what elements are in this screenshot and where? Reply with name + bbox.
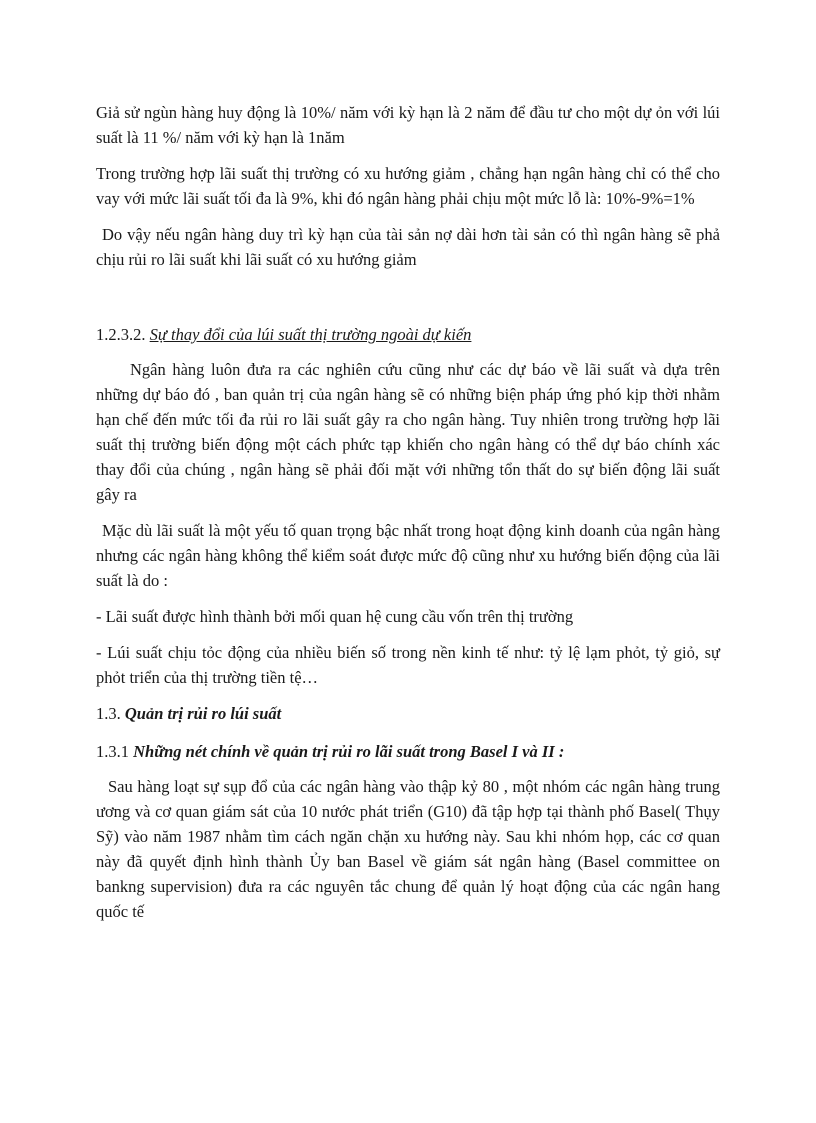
heading-1-2-3-2 <box>96 322 720 347</box>
heading-title: Sự thay đổi của lúi suất thị trường ngoài dự kiến <box>149 325 472 344</box>
paragraph-uncontrollable: Mặc dù lãi suất là một yếu tố quan trọng bậc nhất trong hoạt động kinh doanh của ngân hàng nhưng các ngân hàng không thể kiểm soát được mức độ cũng như xu hướng biến động của lãi suất là do : <box>96 521 720 590</box>
heading-title: Những nét chính về quản trị rủi ro lãi suất trong Basel I và II : <box>133 742 565 761</box>
list-item-economic-variables: - Lúi suất chịu tỏc động của nhiều biến số trong nền kinh tế như: tỷ lệ lạm phỏt, tỷ giỏ, sự phỏt triển của thị trường tiền tệ… <box>96 643 720 687</box>
heading-1-3-1 <box>96 739 720 764</box>
paragraph-maturity-risk: Do vậy nếu ngân hàng duy trì kỳ hạn của tài sản nợ dài hơn tài sản có thì ngân hàng sẽ phả chịu rủi ro lãi suất khi lãi suất có xu hướng giảm <box>96 225 720 269</box>
heading-1-3 <box>96 701 720 726</box>
list-item-supply-demand: - Lãi suất được hình thành bởi mối quan hệ cung cầu vốn trên thị trường <box>96 607 574 626</box>
heading-number: 1.3.1 <box>96 742 134 761</box>
paragraph-rate-decline: Trong trường hợp lãi suất thị trường có xu hướng giảm , chẳng hạn ngân hàng chỉ có thể cho vay với mức lãi suất tối đa là 9%, khi đó ngân hàng phải chịu một mức lỗ là: 10%-9%=1% <box>96 164 720 208</box>
heading-number: 1.3. <box>96 704 125 723</box>
paragraph-forecasting: Ngân hàng luôn đưa ra các nghiên cứu cũng như các dự báo về lãi suất và dựa trên những dự báo đó , ban quản trị của ngân hàng sẽ có những biện pháp ứng phó kịp thời nhằm hạn chế đến mức tối đa rủi ro lãi suất gây ra cho ngân hàng. Tuy nhiên trong trường hợp lãi suất thị trường biến động một cách phức tạp khiến cho ngân hàng có thể dự báo chính xác thay đổi của chúng , ngân hàng sẽ phải đối mặt với những tổn thất do sự biến động lãi suất gây ra <box>96 360 720 504</box>
paragraph-basel-history: Sau hàng loạt sự sụp đổ của các ngân hàng vào thập kỷ 80 , một nhóm các ngân hàng trung ương và cơ quan giám sát của 10 nước phát triển (G10) đã tập hợp tại thành phố Basel( Thụy Sỹ) vào năm 1987 nhằm tìm cách ngăn chặn xu hướng này. Sau khi nhóm họp, các cơ quan này đã quyết định hình thành Ủy ban Basel về giám sát ngân hàng (Basel committee on bankng supervision) đưa ra các nguyên tắc chung để quản lý hoạt động của các ngân hang quốc tế <box>96 777 720 921</box>
paragraph-loan-example: Giả sử ngùn hàng huy động là 10%/ năm với kỳ hạn là 2 năm để đầu tư cho một dự ỏn với lúi suất là 11 %/ năm với kỳ hạn là 1năm <box>96 103 720 147</box>
document-page <box>96 100 720 924</box>
heading-title: Quản trị rủi ro lúi suất <box>124 704 282 723</box>
heading-number: 1.2.3.2. <box>96 325 150 344</box>
